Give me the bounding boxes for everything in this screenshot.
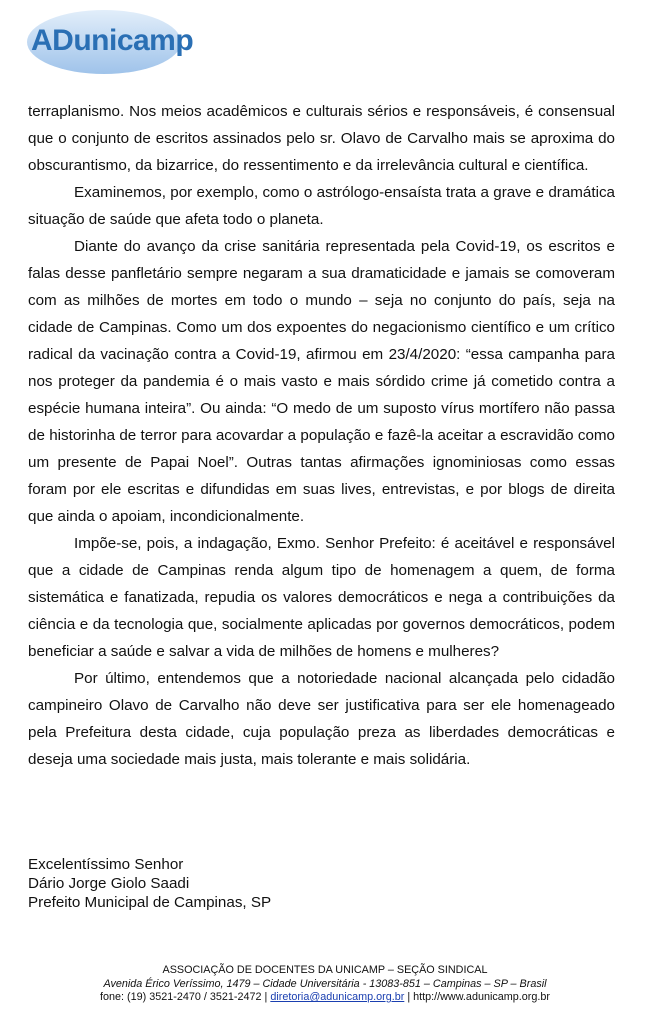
letter-body (28, 98, 615, 773)
paragraph: Diante do avanço da crise sanitária representada pela Covid-19, os escritos e falas desse panfletário sempre negaram a sua dramaticidade e jamais se comoveram com as milhões de mortes em todo o mundo – seja no conjunto do país, seja na cidade de Campinas. Como um dos expoentes do negacionismo científico e um crítico radical da vacinação contra a Covid-19, afirmou em 23/4/2020: “essa campanha para nos proteger da pandemia é o mais vasto e mais sórdido crime já cometido contra a espécie humana inteira”. Ou ainda: “O medo de um suposto vírus mortífero não passa de historinha de terror para acovardar a população e fazê-la aceitar a escravidão como um presente de Papai Noel”. Outras tantas afirmações ignominiosas como essas foram por ele escritas e difundidas em suas lives, entrevistas, e por blogs de direita que ainda o apoiam, incondicionalmente. (28, 238, 615, 525)
footer (0, 964, 650, 1005)
footer-site: | http://www.adunicamp.org.br (404, 991, 550, 1003)
footer-email-link[interactable]: diretoria@adunicamp.org.br (270, 991, 405, 1003)
footer-contact (0, 991, 650, 1005)
addressee-block (28, 855, 271, 912)
logo-text: ADunicamp (31, 24, 194, 57)
adunicamp-logo (26, 9, 194, 75)
paragraph: Impõe-se, pois, a indagação, Exmo. Senhor Prefeito: é aceitável e responsável que a cidade de Campinas renda algum tipo de homenagem a quem, de forma sistemática e fanatizada, repudia os valores democráticos e nega a contribuições da ciência e da tecnologia que, socialmente aplicadas por governos democráticos, podem beneficiar a saúde e salvar a vida de milhões de homens e mulheres? (28, 535, 615, 660)
addressee-title: Prefeito Municipal de Campinas, SP (28, 894, 272, 911)
salutation: Excelentíssimo Senhor (28, 856, 184, 873)
footer-org: ASSOCIAÇÃO DE DOCENTES DA UNICAMP – SEÇÃO SINDICAL (162, 964, 488, 976)
footer-phone: fone: (19) 3521-2470 / 3521-2472 | (100, 991, 271, 1003)
paragraph: Por último, entendemos que a notoriedade nacional alcançada pelo cidadão campineiro Olavo de Carvalho não deve ser justificativa para ser ele homenageado pela Prefeitura desta cidade, cuja população preza as liberdades democráticas e deseja uma sociedade mais justa, mais tolerante e mais solidária. (28, 670, 615, 768)
paragraph: Examinemos, por exemplo, como o astrólogo-ensaísta trata a grave e dramática situação de saúde que afeta todo o planeta. (28, 184, 615, 228)
paragraph: terraplanismo. Nos meios acadêmicos e culturais sérios e responsáveis, é consensual que o conjunto de escritos assinados pelo sr. Olavo de Carvalho mais se aproxima do obscurantismo, da bizarrice, do ressentimento e da irrelevância cultural e científica. (28, 103, 615, 174)
addressee-name: Dário Jorge Giolo Saadi (28, 875, 190, 892)
footer-address: Avenida Érico Veríssimo, 1479 – Cidade Universitária - 13083-851 – Campinas – SP – Brasil (103, 977, 547, 990)
